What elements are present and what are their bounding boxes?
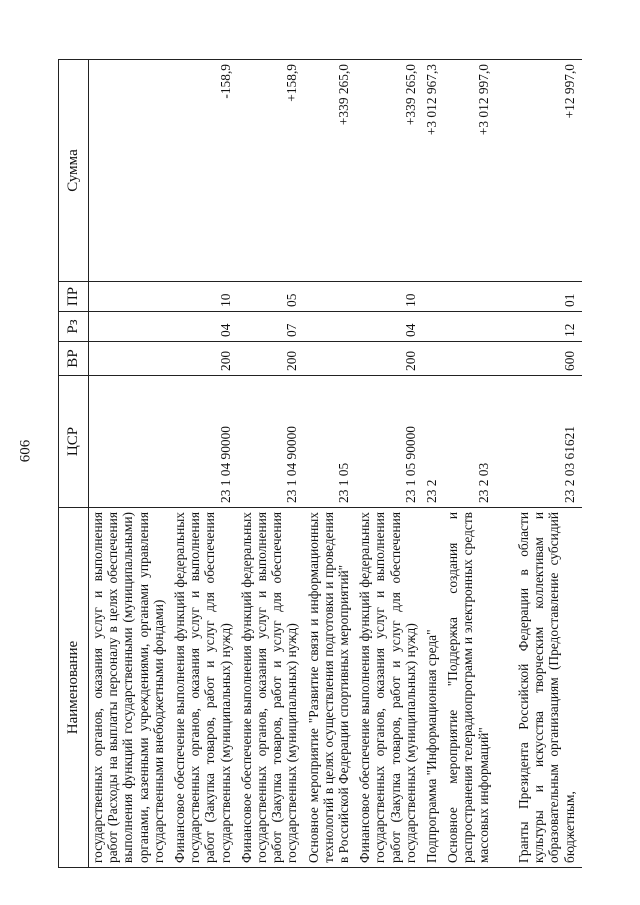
header-name: Наименование <box>59 508 89 868</box>
cell-rz <box>423 312 444 342</box>
header-sum: Сумма <box>59 60 89 282</box>
page-number-text: 606 <box>17 439 34 463</box>
cell-sum: +12 997,0 <box>496 60 582 282</box>
cell-vr <box>305 342 357 376</box>
table-row <box>356 60 423 868</box>
table-row <box>496 60 582 868</box>
cell-name: Финансовое обеспечение выполнения функций федеральных государственных органов, оказания услуг и выполнения работ (Закупка товаров, работ и услуг для обеспечения государственных (муниципальных) нужд) <box>356 508 423 868</box>
cell-name: Гранты Президента Российской Федерации в области культуры и искусства творческим коллективам и образовательным организациям (Предоставление субсидий бюджетным, <box>496 508 582 868</box>
cell-csr: 23 2 <box>423 376 444 508</box>
cell-csr: 23 1 05 <box>305 376 357 508</box>
cell-csr: 23 2 03 <box>444 376 496 508</box>
cell-rz <box>89 312 172 342</box>
cell-name: Подпрограмма "Информационная среда" <box>423 508 444 868</box>
cell-sum: +339 265,0 <box>305 60 357 282</box>
cell-pr <box>89 282 172 312</box>
cell-sum: +3 012 997,0 <box>444 60 496 282</box>
cell-name: Финансовое обеспечение выполнения функций федеральных государственных органов, оказания услуг и выполнения работ (Закупка товаров, работ и услуг для обеспечения государственных (муниципальных) нужд) <box>171 508 238 868</box>
cell-rz: 04 <box>356 312 423 342</box>
cell-sum: +3 012 967,3 <box>423 60 444 282</box>
cell-csr <box>89 376 172 508</box>
table-row <box>238 60 305 868</box>
cell-rz: 07 <box>238 312 305 342</box>
cell-sum: +158,9 <box>238 60 305 282</box>
cell-vr: 200 <box>356 342 423 376</box>
cell-sum <box>89 60 172 282</box>
cell-vr <box>444 342 496 376</box>
header-csr: ЦСР <box>59 376 89 508</box>
table-row <box>305 60 357 868</box>
cell-pr: 05 <box>238 282 305 312</box>
cell-pr: 01 <box>496 282 582 312</box>
cell-csr: 23 1 05 90000 <box>356 376 423 508</box>
cell-pr <box>305 282 357 312</box>
cell-sum: -158,9 <box>171 60 238 282</box>
cell-vr: 200 <box>171 342 238 376</box>
cell-name: Основное мероприятие "Поддержка создания и распространения телерадиопрограмм и электронных средств массовых информаций" <box>444 508 496 868</box>
budget-table-container <box>58 60 616 868</box>
cell-pr <box>423 282 444 312</box>
cell-name: Основное мероприятие "Развитие связи и информационных технологий в целях осуществления подготовки и проведения в Российской Федерации спортивных мероприятий" <box>305 508 357 868</box>
cell-vr: 200 <box>238 342 305 376</box>
cell-pr: 10 <box>356 282 423 312</box>
cell-pr: 10 <box>171 282 238 312</box>
cell-name: государственных органов, оказания услуг и выполнения работ (Расходы на выплаты персоналу в целях обеспечения выполнения функций государственными (муниципальными) органами, казенными учреждениями, органами управления государственными внебюджетными фондами) <box>89 508 172 868</box>
table-row <box>444 60 496 868</box>
budget-table <box>58 59 582 868</box>
cell-name: Финансовое обеспечение выполнения функций федеральных государственных органов, оказания услуг и выполнения работ (Закупка товаров, работ и услуг для обеспечения государственных (муниципальных) нужд) <box>238 508 305 868</box>
cell-vr <box>89 342 172 376</box>
table-row <box>89 60 172 868</box>
cell-csr: 23 1 04 90000 <box>171 376 238 508</box>
header-vr: ВР <box>59 342 89 376</box>
cell-rz: 04 <box>171 312 238 342</box>
cell-sum: +339 265,0 <box>356 60 423 282</box>
cell-rz <box>444 312 496 342</box>
page-number <box>16 436 36 466</box>
header-pr: ПР <box>59 282 89 312</box>
table-row <box>171 60 238 868</box>
header-rz: Рз <box>59 312 89 342</box>
cell-rz: 12 <box>496 312 582 342</box>
cell-csr: 23 2 03 61621 <box>496 376 582 508</box>
table-header-row <box>59 60 89 868</box>
cell-vr <box>423 342 444 376</box>
table-row <box>423 60 444 868</box>
cell-csr: 23 1 04 90000 <box>238 376 305 508</box>
cell-vr: 600 <box>496 342 582 376</box>
cell-rz <box>305 312 357 342</box>
cell-pr <box>444 282 496 312</box>
